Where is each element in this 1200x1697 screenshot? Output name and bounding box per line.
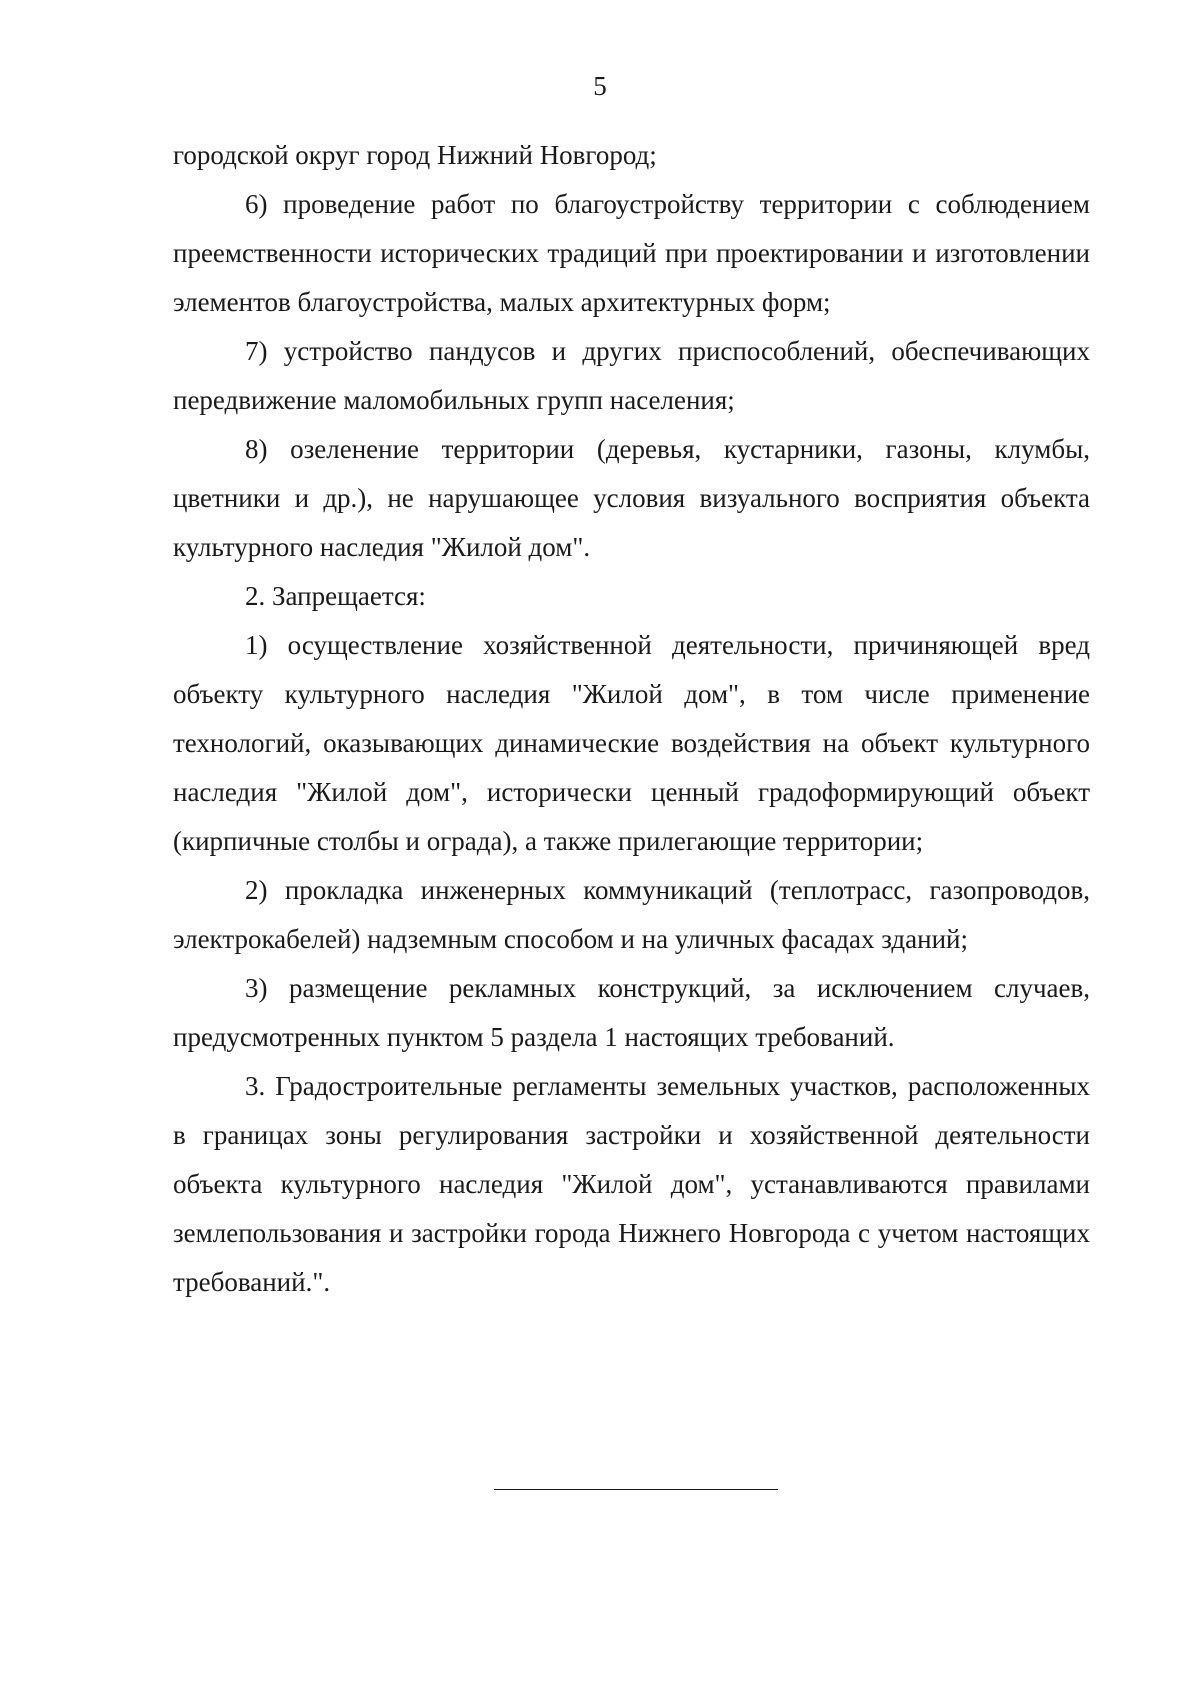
prohibition-item-1: 1) осуществление хозяйственной деятельности, причиняющей вред объекту культурного наследия "Жилой дом", в том числе применение технологий, оказывающих динамические воздействия на объект культурного наследия "Жилой дом", исторически ценный градоформирующий объект (кирпичные столбы и ограда), а также прилегающие территории; (173, 630, 1090, 856)
page-number: 5 (593, 71, 607, 101)
paragraph-item-8: 8) озеленение территории (деревья, кустарники, газоны, клумбы, цветники и др.), не нарушающее условия визуального восприятия объекта культурного наследия "Жилой дом". (173, 434, 1090, 562)
prohibition-item-2: 2) прокладка инженерных коммуникаций (теплотрасс, газопроводов, электрокабелей) надземным способом и на уличных фасадах зданий; (173, 875, 1090, 954)
paragraph-item-7: 7) устройство пандусов и других приспособлений, обеспечивающих передвижение маломобильных групп населения; (173, 336, 1090, 415)
section-heading-2: 2. Запрещается: (245, 581, 426, 611)
prohibition-item-3: 3) размещение рекламных конструкций, за исключением случаев, предусмотренных пунктом 5 раздела 1 настоящих требований. (173, 973, 1090, 1052)
section-3-paragraph: 3. Градостроительные регламенты земельных участков, расположенных в границах зоны регулирования застройки и хозяйственной деятельности объекта культурного наследия "Жилой дом", устанавливаются правилами землепользования и застройки города Нижнего Новгорода с учетом настоящих требований.". (173, 1071, 1090, 1297)
end-separator-line (494, 1489, 778, 1490)
paragraph-item-6: 6) проведение работ по благоустройству территории с соблюдением преемственности исторических традиций при проектировании и изготовлении элементов благоустройства, малых архитектурных форм; (173, 189, 1090, 317)
paragraph-continuation: городской округ город Нижний Новгород; (173, 140, 657, 170)
document-body (173, 131, 1090, 1307)
